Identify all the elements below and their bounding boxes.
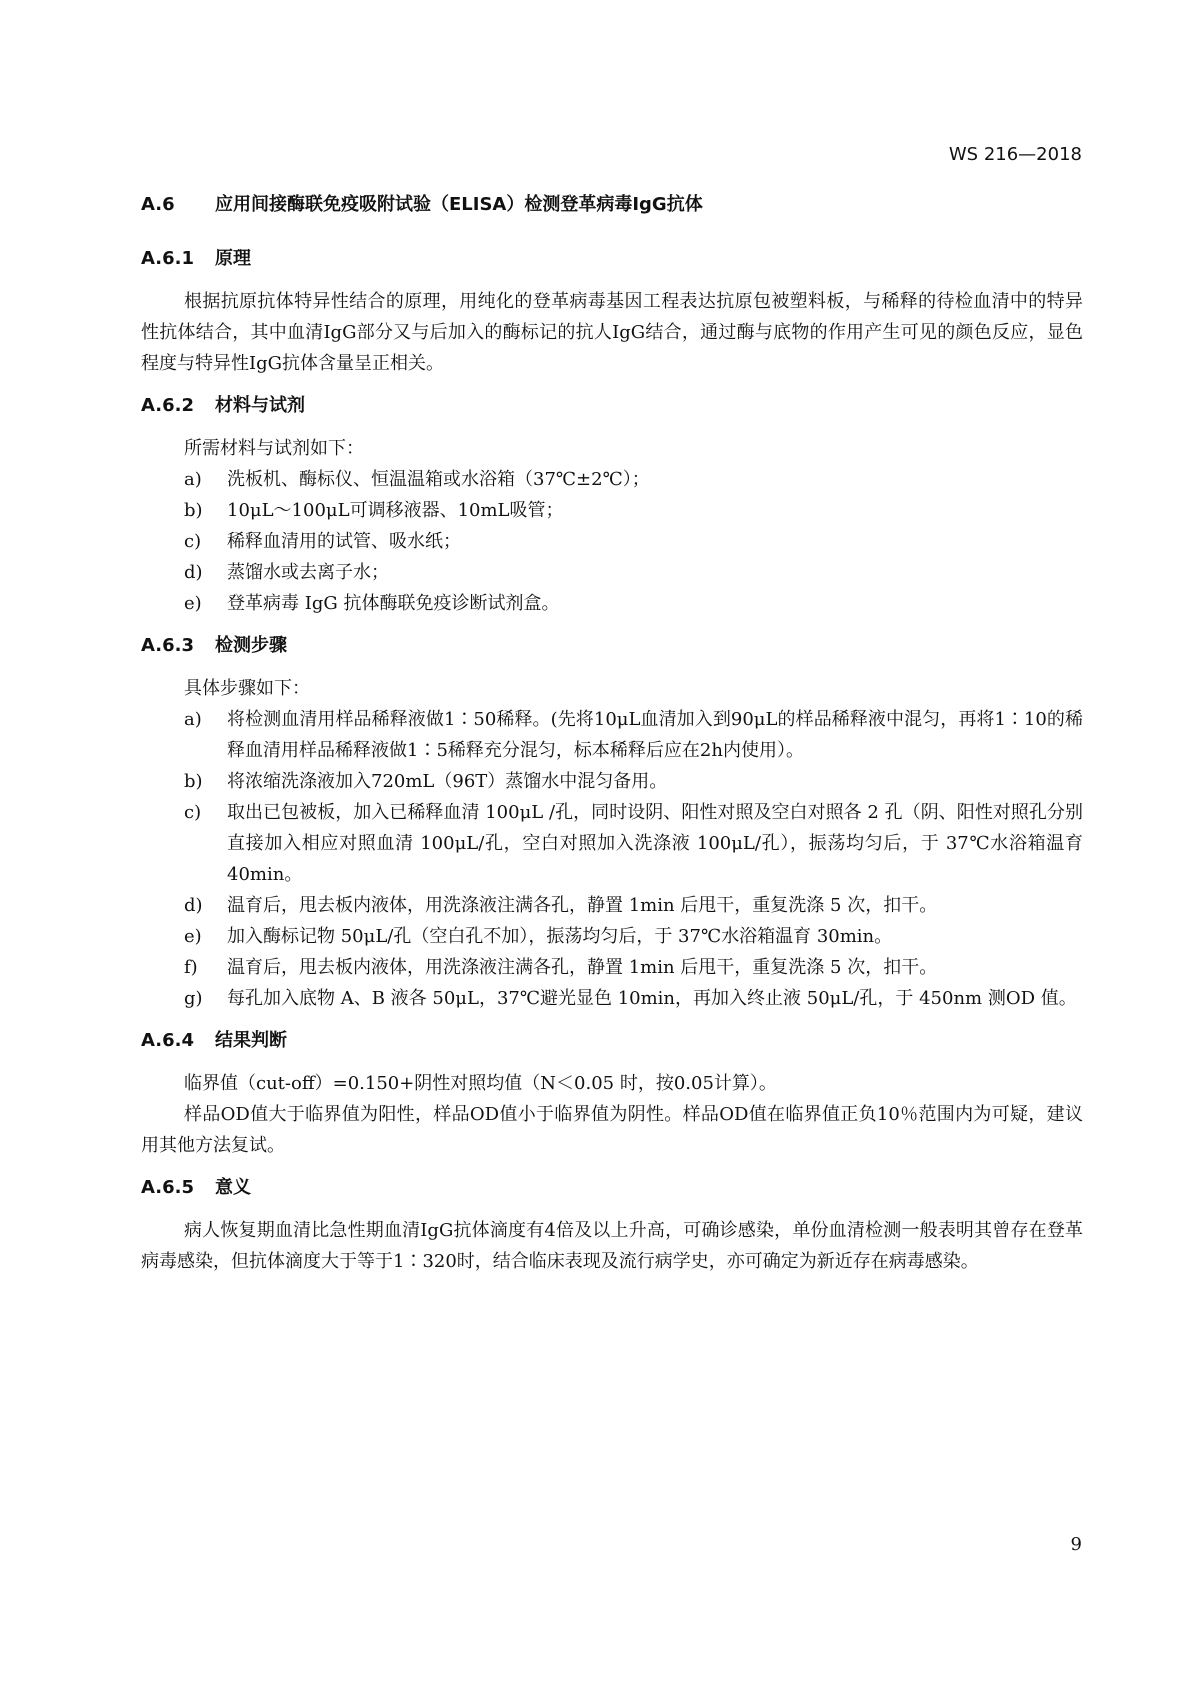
list-item [141,797,1083,890]
list-item [141,766,1083,797]
list-item [141,557,1083,588]
list-marker: e) [184,593,202,614]
meaning-heading [141,1175,1083,1201]
list-item [141,588,1083,619]
list-item [141,464,1083,495]
list-marker: a) [184,709,202,730]
list-text: 取出已包被板，加入已稀释血清 100μL /孔，同时设阴、阳性对照及空白对照各 2 孔（阴、阳性对照孔分别直接加入相应对照血清 100μL/孔，空白对照加入洗涤液 100μL/孔），振荡均匀后，于 37℃水浴箱温育 40min。 [227,802,1083,885]
section-title: 应用间接酶联免疫吸附试验（ELISA）检测登革病毒IgG抗体 [215,194,703,215]
steps-title: 检测步骤 [215,635,287,656]
results-text-cutoff: 临界值（cut-off）=0.150+阴性对照均值（N＜0.05 时，按0.05计算）。 [184,1073,777,1094]
list-item [141,952,1083,983]
list-text: 将检测血清用样品稀释液做1∶50稀释。(先将10μL血清加入到90μL的样品稀释液中混匀，再将1∶10的稀释血清用样品稀释液做1∶5稀释充分混匀，标本稀释后应在2h内使用）。 [227,709,1083,761]
list-marker: c) [184,531,202,552]
materials-lead: 所需材料与试剂如下： [184,438,364,459]
steps-number: A.6.3 [141,635,194,656]
results-heading [141,1028,1083,1054]
section-number: A.6 [141,194,175,215]
standard-code: WS 216—2018 [948,144,1082,165]
materials-title: 材料与试剂 [215,395,305,416]
principle-section [141,246,1083,379]
results-text-judgement: 样品OD值大于临界值为阳性，样品OD值小于临界值为阴性。样品OD值在临界值正负10％范围内为可疑，建议用其他方法复试。 [141,1104,1083,1156]
list-marker: b) [184,500,203,521]
list-text: 洗板机、酶标仪、恒温温箱或水浴箱（37℃±2℃）； [227,469,650,490]
list-text: 温育后，甩去板内液体，用洗涤液注满各孔，静置 1min 后甩干，重复洗涤 5 次，扣干。 [227,957,938,978]
results-title: 结果判断 [215,1030,287,1051]
list-marker: f) [184,957,198,978]
steps-lead: 具体步骤如下： [184,678,310,699]
list-marker: g) [184,988,203,1009]
list-text: 每孔加入底物 A、B 液各 50μL，37℃避光显色 10min，再加入终止液 50μL/孔，于 450nm 测OD 值。 [227,988,1077,1009]
materials-list [141,464,1083,619]
materials-section [141,393,1083,619]
page-number: 9 [1070,1534,1082,1555]
list-item [141,526,1083,557]
list-item [141,704,1083,766]
list-marker: d) [184,895,203,916]
results-number: A.6.4 [141,1030,194,1051]
steps-list [141,704,1083,1014]
list-text: 稀释血清用的试管、吸水纸； [227,531,461,552]
materials-number: A.6.2 [141,395,194,416]
list-marker: b) [184,771,203,792]
meaning-title: 意义 [215,1177,251,1198]
steps-section [141,633,1083,1014]
document-content [141,192,1083,1291]
list-text: 温育后，甩去板内液体，用洗涤液注满各孔，静置 1min 后甩干，重复洗涤 5 次，扣干。 [227,895,938,916]
principle-title: 原理 [215,248,251,269]
list-item [141,495,1083,526]
list-marker: d) [184,562,203,583]
list-text: 加入酶标记物 50μL/孔（空白孔不加），振荡均匀后，于 37℃水浴箱温育 30min。 [227,926,893,947]
section-heading [141,192,1083,218]
meaning-number: A.6.5 [141,1177,194,1198]
principle-heading [141,246,1083,272]
results-section [141,1028,1083,1161]
meaning-section [141,1175,1083,1277]
principle-number: A.6.1 [141,248,194,269]
list-marker: e) [184,926,202,947]
meaning-text: 病人恢复期血清比急性期血清IgG抗体滴度有4倍及以上升高，可确诊感染，单份血清检测一般表明其曾存在登革病毒感染，但抗体滴度大于等于1∶320时，结合临床表现及流行病学史，亦可确定为新近存在病毒感染。 [141,1220,1083,1272]
list-item [141,983,1083,1014]
list-text: 10μL～100μL可调移液器、10mL吸管； [227,500,564,521]
steps-heading [141,633,1083,659]
list-text: 将浓缩洗涤液加入720mL（96T）蒸馏水中混匀备用。 [227,771,668,792]
list-text: 蒸馏水或去离子水； [227,562,389,583]
list-marker: c) [184,802,202,823]
list-item [141,921,1083,952]
materials-heading [141,393,1083,419]
list-item [141,890,1083,921]
principle-text: 根据抗原抗体特异性结合的原理，用纯化的登革病毒基因工程表达抗原包被塑料板，与稀释的待检血清中的特异性抗体结合，其中血清IgG部分又与后加入的酶标记的抗人IgG结合，通过酶与底物的作用产生可见的颜色反应，显色程度与特异性IgG抗体含量呈正相关。 [141,291,1083,374]
list-text: 登革病毒 IgG 抗体酶联免疫诊断试剂盒。 [227,593,560,614]
list-marker: a) [184,469,202,490]
